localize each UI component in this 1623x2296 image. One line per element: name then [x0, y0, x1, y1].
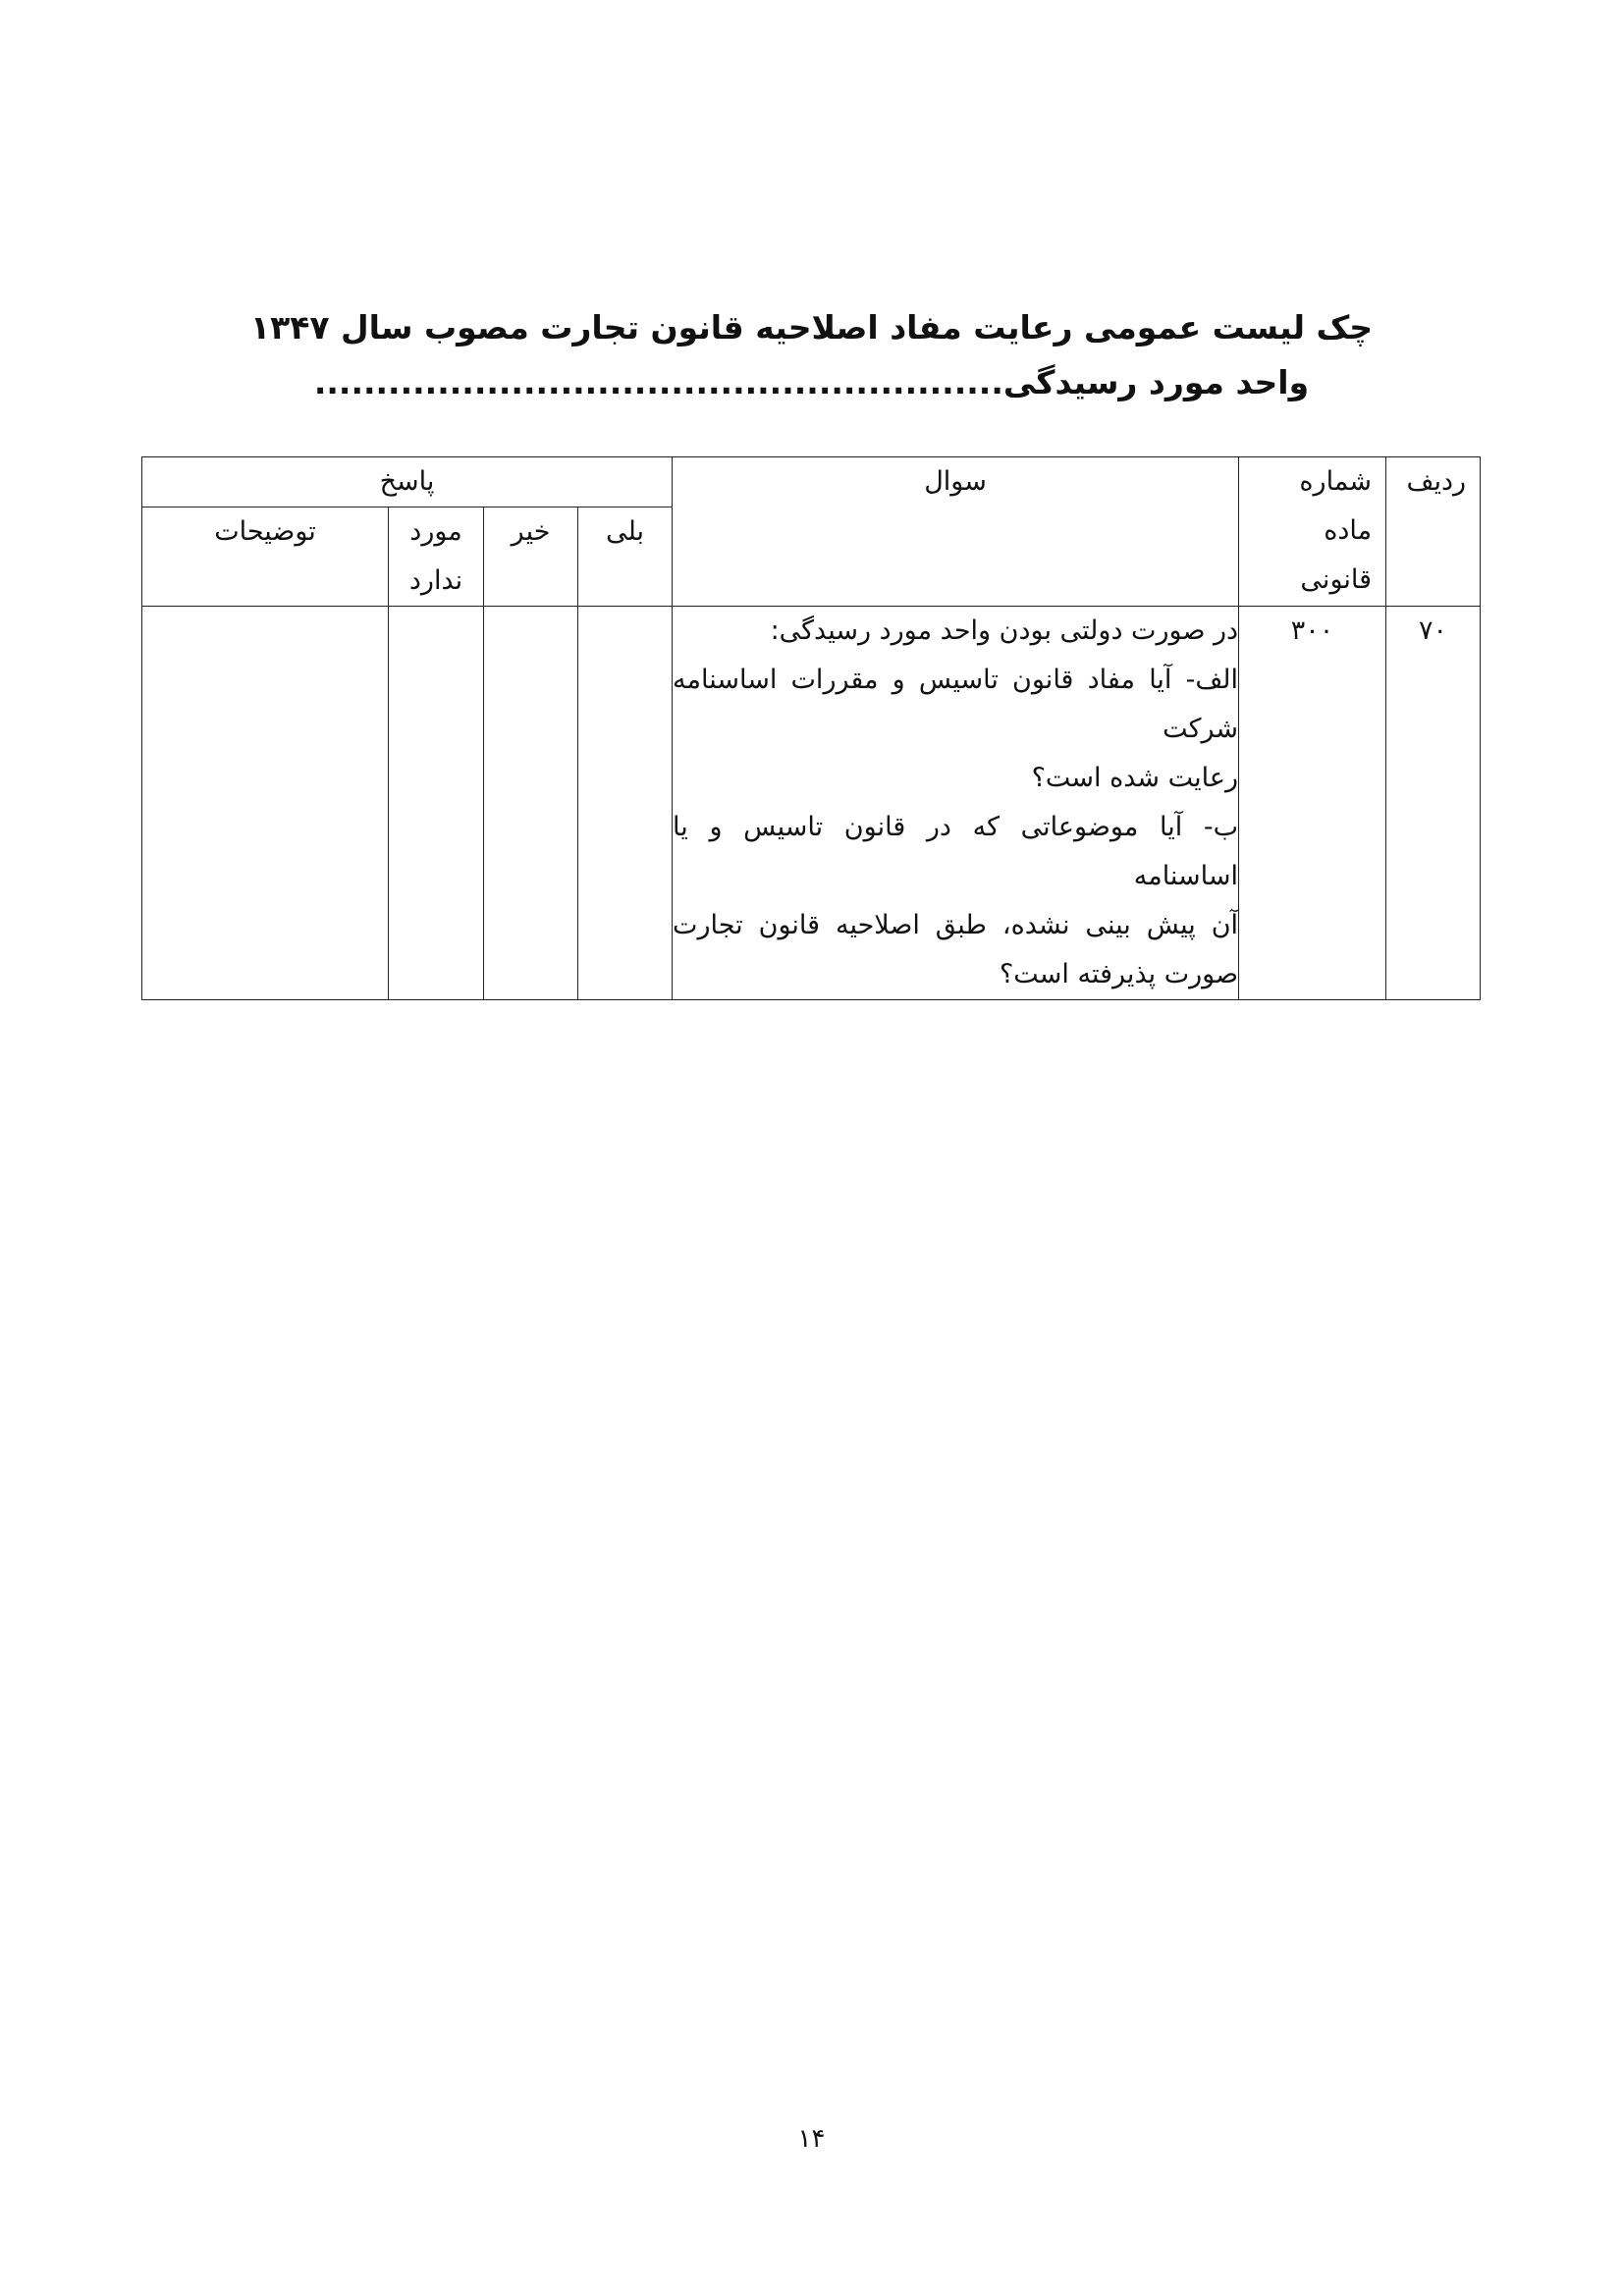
header-na-line-1: مورد	[409, 516, 462, 547]
row-number: ۷۰	[1419, 615, 1448, 646]
question-line-3: رعایت شده است؟	[1031, 763, 1239, 793]
answer-na-cell[interactable]	[389, 607, 484, 1000]
header-description-label: توضیحات	[214, 516, 316, 547]
description-cell[interactable]	[142, 607, 389, 1000]
question-line-4: ب- آیا موضوعاتی که در قانون تاسیس و یا اساسنامه	[673, 812, 1239, 891]
header-article-number	[1239, 457, 1386, 607]
table-row	[142, 607, 1481, 1000]
header-no-label: خیر	[511, 516, 551, 547]
header-description	[142, 507, 389, 607]
header-answer	[142, 457, 673, 507]
row-number-cell	[1386, 607, 1481, 1000]
checklist-table	[141, 456, 1481, 1000]
page-title: چک لیست عمومی رعایت مفاد اصلاحیه قانون تجارت مصوب سال ۱۳۴۷	[249, 308, 1374, 347]
header-yes-label: بلی	[606, 516, 645, 547]
audited-unit-line: واحد مورد رسیدگی........................................................	[313, 363, 1310, 401]
header-answer-label: پاسخ	[379, 466, 435, 497]
header-na-line-2: ندارد	[408, 565, 463, 596]
question-line-2: الف- آیا مفاد قانون تاسیس و مقررات اساسنامه شرکت	[673, 665, 1239, 744]
article-number-cell	[1239, 607, 1386, 1000]
header-question-label: سوال	[924, 466, 987, 497]
header-not-applicable	[389, 507, 484, 607]
question-cell	[673, 607, 1239, 1000]
header-article-line-1: شماره ماده	[1299, 466, 1373, 546]
article-number: ۳۰۰	[1290, 615, 1334, 646]
header-yes	[578, 507, 673, 607]
question-line-6: صورت پذیرفته است؟	[999, 959, 1239, 989]
page-number: ۱۴	[797, 2124, 826, 2154]
header-no	[484, 507, 578, 607]
answer-no-cell[interactable]	[484, 607, 578, 1000]
answer-yes-cell[interactable]	[578, 607, 673, 1000]
question-line-1: در صورت دولتی بودن واحد مورد رسیدگی:	[770, 615, 1239, 646]
header-row-number-label: ردیف	[1406, 466, 1467, 497]
header-row-number	[1386, 457, 1481, 607]
header-row-1	[142, 457, 1481, 507]
header-article-line-2: قانونی	[1300, 564, 1373, 595]
question-line-5: آن پیش بینی نشده، طبق اصلاحیه قانون تجارت	[673, 910, 1239, 940]
header-question	[673, 457, 1239, 607]
